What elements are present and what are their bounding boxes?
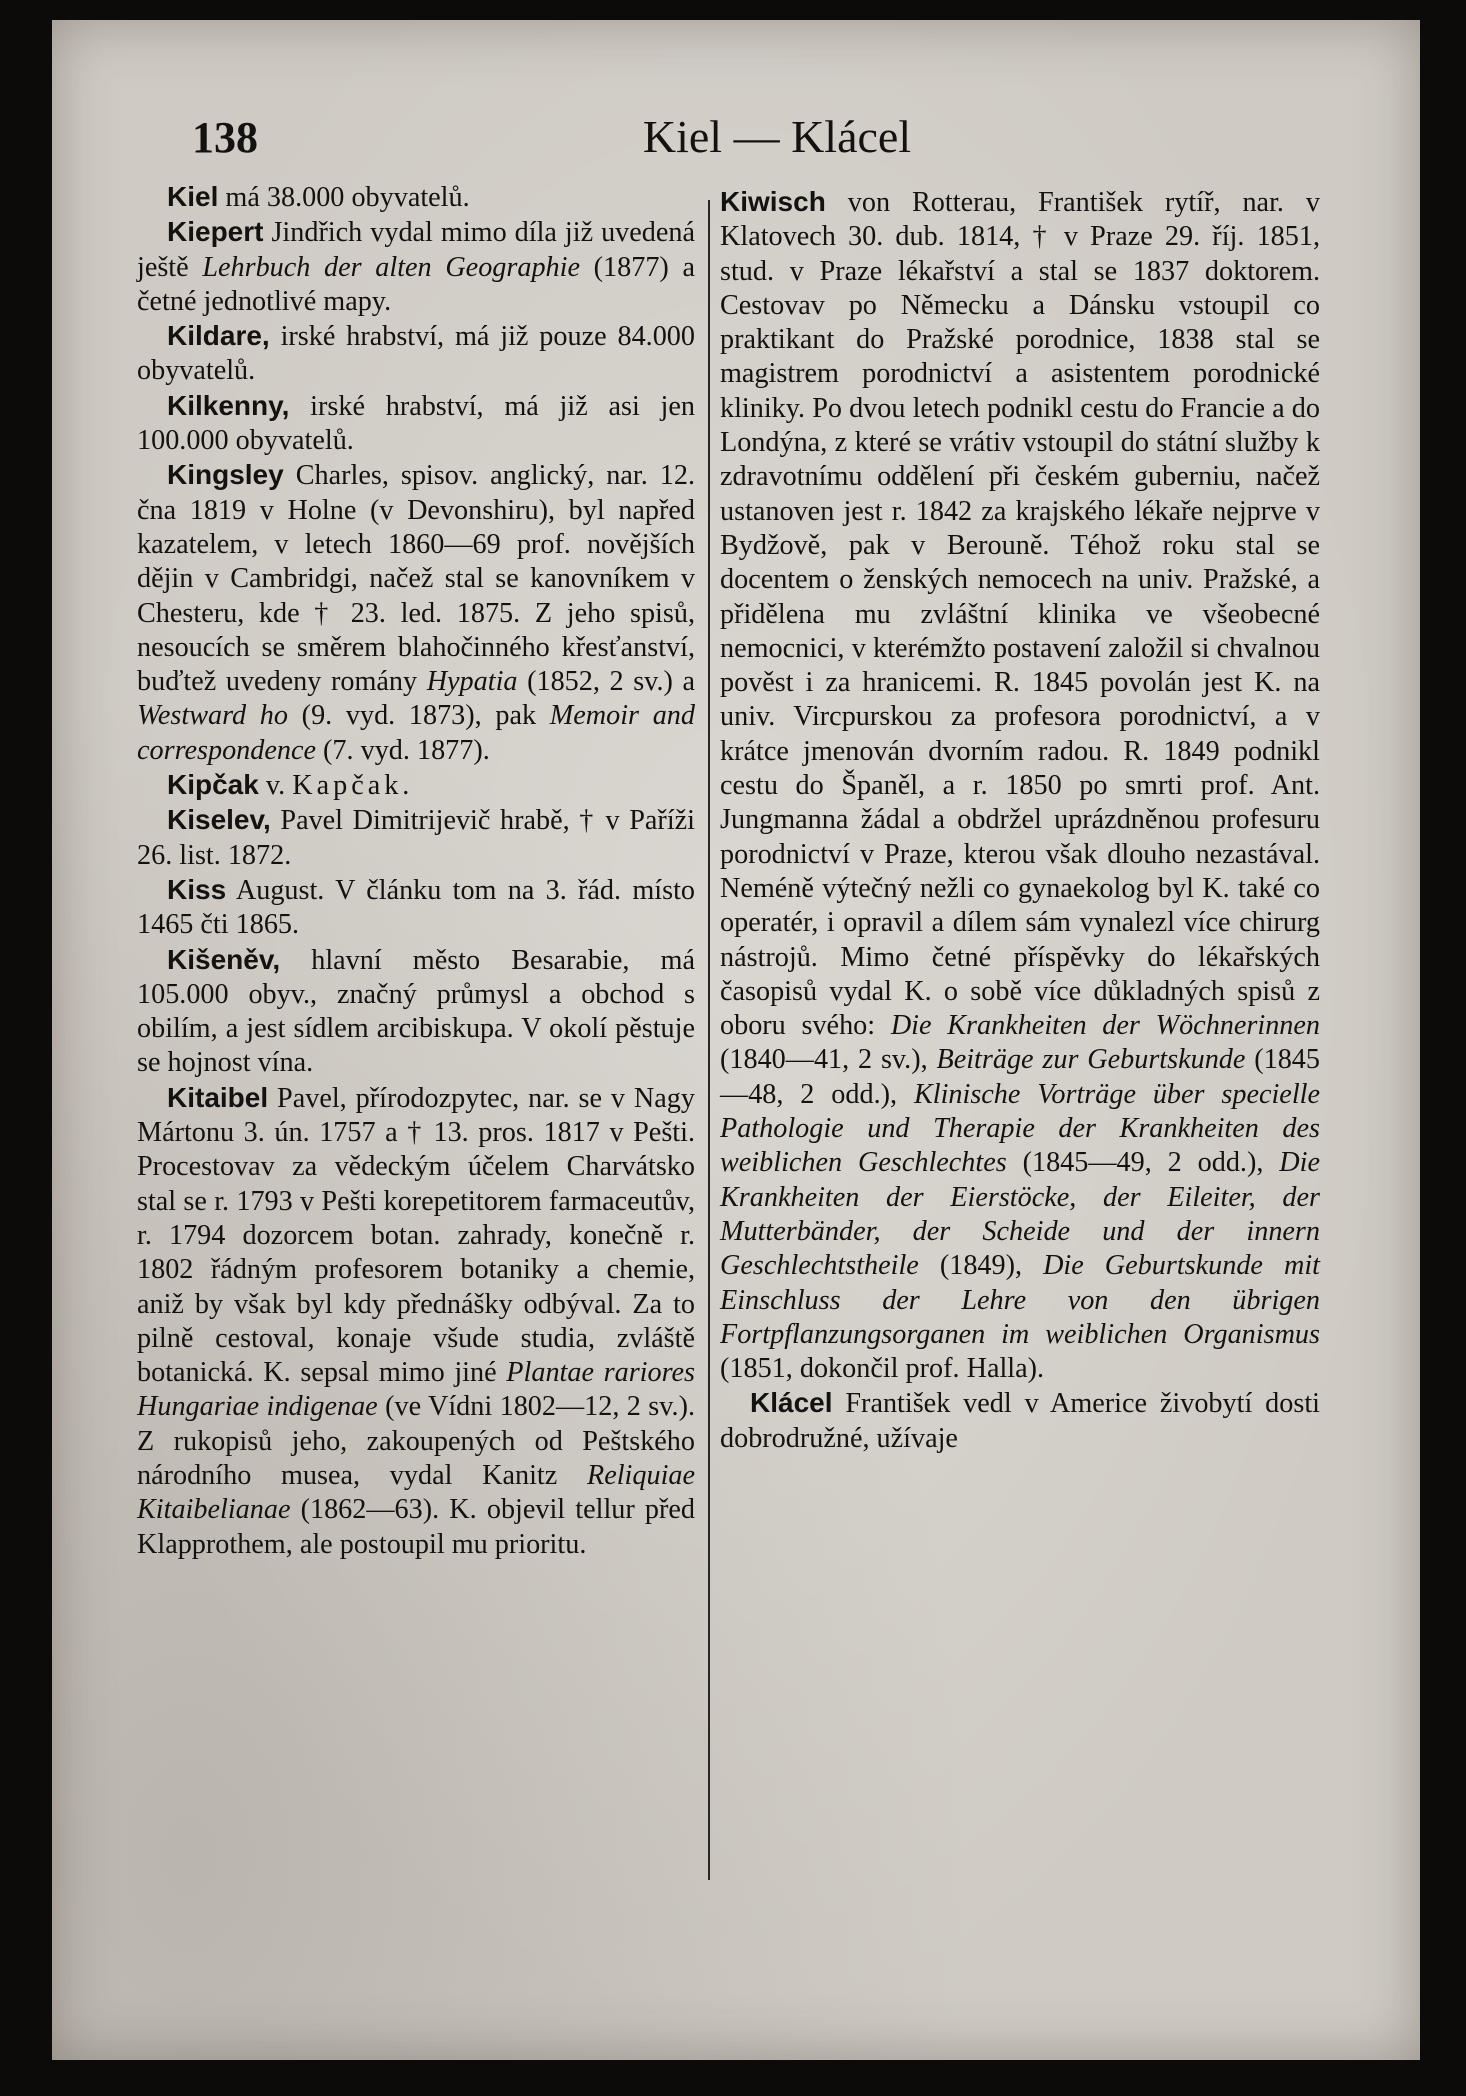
entry-kiselev: Kiselev, Pavel Dimitrijevič hrabě, † v Paříži 26. list. 1872. (137, 804, 695, 871)
entry-kiwisch: Kiwisch von Rotterau, František rytíř, nar. v Klatovech 30. dub. 1814, † v Praze 29. říj. 1851, stud. v Praze lékařství a stal se 1837 doktorem. Cestovav po Německu a Dánsku vstoupil co praktikant do Pražské porodnice, 1838 stal se magistrem porodnictví a asistentem porodnické kliniky. Po dvou letech podnikl cestu do Francie a do Londýna, z které se vrátiv vstoupil do státní služby k zdravotnímu oddělení při českém guberniu, načež ustanoven jest r. 1842 za krajského lékaře nejprve v Bydžově, pak v Berouně. Téhož roku stal se docentem o ženských nemocech na univ. Pražské, a přidělena mu zvláštní klinika ve všeobecné nemocnici, v kterémžto postavení založil si chvalnou pověst i za hranicemi. R. 1845 povolán jest K. na univ. Vircpurskou za profesora porodnictví, a v krátce jmenován dvorním radou. R. 1849 podnikl cestu do Španěl, a r. 1850 po smrti prof. Ant. Jungmanna žádal a obdržel uprázdněnou profesuru porodnictví v Praze, kterou však dlouho nezastával. Neméně výtečný nežli co gynaekolog byl K. také co operatér, i opravil a dílem sám vynalezl více chirurg nástrojů. Mimo četné příspěvky do lékařských časopisů vydal K. o sobě více důkladných spisů z oboru svého: Die Krankheiten der Wöchnerinnen (1840—41, 2 sv.), Beiträge zur Geburtskunde (1845—48, 2 odd.), Klinische Vorträge über specielle Pathologie und Therapie der Krankheiten des weiblichen Geschlechtes (1845—49, 2 odd.), Die Krankheiten der Eierstöcke, der Eileiter, der Mutterbänder, der Scheide und der innern Geschlechtstheile (1849), Die Geburtskunde mit Einschluss der Lehre von den übrigen Fortpflanzungsorganen im weiblichen Organismus (1851, dokončil prof. Halla). (720, 186, 1320, 1385)
entry-headword: Klácel (750, 1387, 833, 1419)
entry-kildare: Kildare, irské hrabství, má již pouze 84.000 obyvatelů. (137, 320, 695, 387)
entry-kiss: Kiss August. V článku tom na 3. řád. místo 1465 čti 1865. (137, 873, 695, 941)
entry-headword: Kiepert (167, 216, 264, 248)
page-header (182, 98, 1372, 168)
entry-headword: Kitaibel (167, 1081, 269, 1113)
page-number: 138 (192, 113, 258, 162)
right-column (720, 185, 1320, 1456)
entry-headword: Kiss (167, 873, 227, 905)
entry-headword: Kilkenny, (167, 389, 290, 421)
entry-headword: Kingsley (167, 459, 284, 491)
entry-headword: Kildare, (167, 320, 270, 352)
entry-kisenev: Kišeněv, hlavní město Besarabie, má 105.000 obyv., značný průmysl a obchod s obilím, a jest sídlem arcibiskupa. V okolí pěstuje se hojnost vína. (137, 943, 695, 1079)
entry-headword: Kiwisch (720, 186, 826, 217)
entry-kiel: Kiel má 38.000 obyvatelů. (167, 181, 470, 213)
entry-kitaibel: Kitaibel Pavel, přírodozpytec, nar. se v Nagy Mártonu 3. ún. 1757 a † 13. pros. 1817 v Pešti. Procestovav za vědeckým účelem Charvátsko stal se r. 1793 v Pešti korepetitorem farmaceutův, r. 1794 dozorcem botan. zahrady, konečně r. 1802 řádným profesorem botaniky a chemie, aniž by však byl kdy přednášky odbýval. Za to pilně cestoval, konaje všude studia, zvláště botanická. K. sepsal mimo jiné Plantae rariores Hungariae indigenae (ve Vídni 1802—12, 2 sv.). Z rukopisů jeho, zakoupených od Peštského národního musea, vydal Kanitz Reliquiae Kitaibelianae (1862—63). K. objevil tellur před Klapprothem, ale postoupil mu prioritu. (137, 1081, 695, 1560)
entry-headword: Kipčak (167, 769, 259, 801)
left-column (137, 180, 695, 1562)
entry-klacel: Klácel František vedl v Americe živobytí dosti dobrodružné, užívaje (720, 1387, 1320, 1454)
entry-kilkenny: Kilkenny, irské hrabství, má již asi jen 100.000 obyvatelů. (137, 389, 695, 457)
entry-kingsley: Kingsley Charles, spisov. anglický, nar. 12. čna 1819 v Holne (v Devonshiru), byl napřed kazatelem, v letech 1860—69 prof. novějších dějin v Cambridgi, načež stal se kanovníkem v Chesteru, kde † 23. led. 1875. Z jeho spisů, nesoucích se směrem blahočinného křesťanství, buďtež uvedeny romány Hypatia (1852, 2 sv.) a Westward ho (9. vyd. 1873), pak Memoir and correspondence (7. vyd. 1877). (137, 459, 695, 766)
entry-kiepert: Kiepert Jindřich vydal mimo díla již uvedená ještě Lehrbuch der alten Geographie (1877) a četné jednotlivé mapy. (137, 216, 695, 317)
running-head: Kiel — Klácel (642, 111, 912, 162)
entry-headword: Kišeněv, (167, 943, 281, 975)
entry-headword: Kiel (167, 181, 219, 212)
entry-headword: Kiselev, (167, 804, 271, 836)
column-divider (708, 200, 710, 1880)
entry-kipcak: Kipčak v. Kapčak. (167, 769, 414, 802)
